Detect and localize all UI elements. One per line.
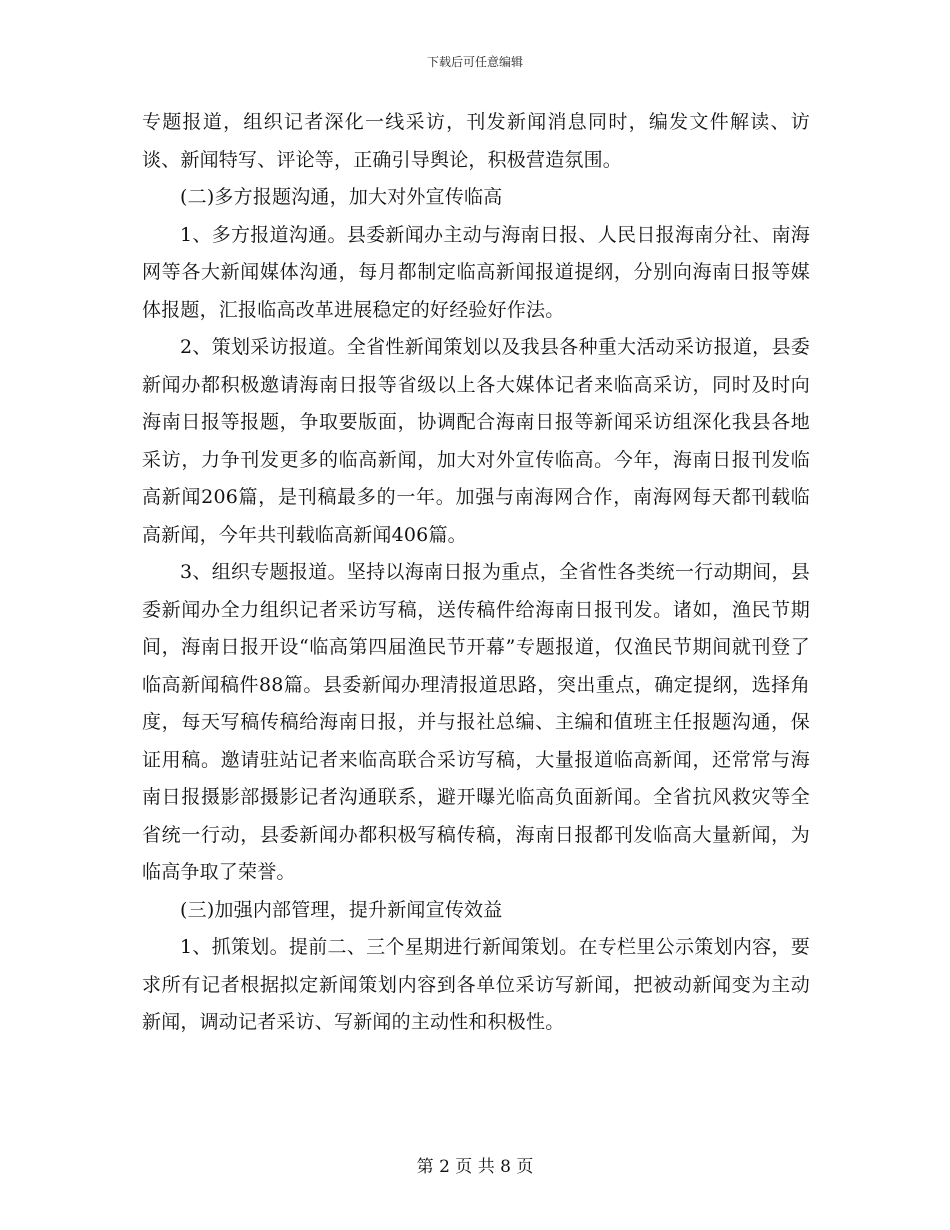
paragraph-item-planning: 1、抓策划。提前二、三个星期进行新闻策划。在专栏里公示策划内容，要求所有记者根据拟定新闻策划内容到各单位采访写新闻，把被动新闻变为主动新闻，调动记者采访、写新闻的主动性和积极性。 (142, 936, 810, 1033)
paragraph-item-2: 2、策划采访报道。全省性新闻策划以及我县各种重大活动采访报道，县委新闻办都积极邀请海南日报等省级以上各大媒体记者来临高采访，同时及时向海南日报等报题，争取要版面，协调配合海南日报等新闻采访组深化我县各地采访，力争刊发更多的临高新闻，加大对外宣传临高。今年，海南日报刊发临高新闻206篇，是刊稿最多的一年。加强与南海网合作，南海网每天都刊载临高新闻，今年共刊载临高新闻406篇。 (142, 336, 810, 546)
paragraph-item-1: 1、多方报道沟通。县委新闻办主动与海南日报、人民日报海南分社、南海网等各大新闻媒体沟通，每月都制定临高新闻报道提纲，分别向海南日报等媒体报题，汇报临高改革进展稳定的好经验好作法。 (142, 223, 810, 321)
section-heading-2: (二)多方报题沟通，加大对外宣传临高 (180, 186, 503, 208)
paragraph-continuation: 专题报道，组织记者深化一线采访，刊发新闻消息同时，编发文件解读、访谈、新闻特写、评论等，正确引导舆论，积极营造氛围。 (142, 111, 810, 171)
document-body (142, 104, 810, 1042)
page-number-footer: 第 2 页 共 8 页 (416, 1157, 534, 1177)
page-header: 下载后可任意编辑 (426, 55, 523, 69)
paragraph-item-3: 3、组织专题报道。坚持以海南日报为重点，全省性各类统一行动期间，县委新闻办全力组织记者采访写稿，送传稿件给海南日报刊发。诸如，渔民节期间，海南日报开设“临高第四届渔民节开幕”专题报道，仅渔民节期间就刊登了临高新闻稿件88篇。县委新闻办理清报道思路，突出重点，确定提纲，选择角度，每天写稿传稿给海南日报，并与报社总编、主编和值班主任报题沟通，保证用稿。邀请驻站记者来临高联合采访写稿，大量报道临高新闻，还常常与海南日报摄影部摄影记者沟通联系，避开曝光临高负面新闻。全省抗风救灾等全省统一行动，县委新闻办都积极写稿传稿，海南日报都刊发临高大量新闻，为临高争取了荣誉。 (142, 561, 810, 883)
section-heading-3: (三)加强内部管理，提升新闻宣传效益 (180, 898, 503, 921)
